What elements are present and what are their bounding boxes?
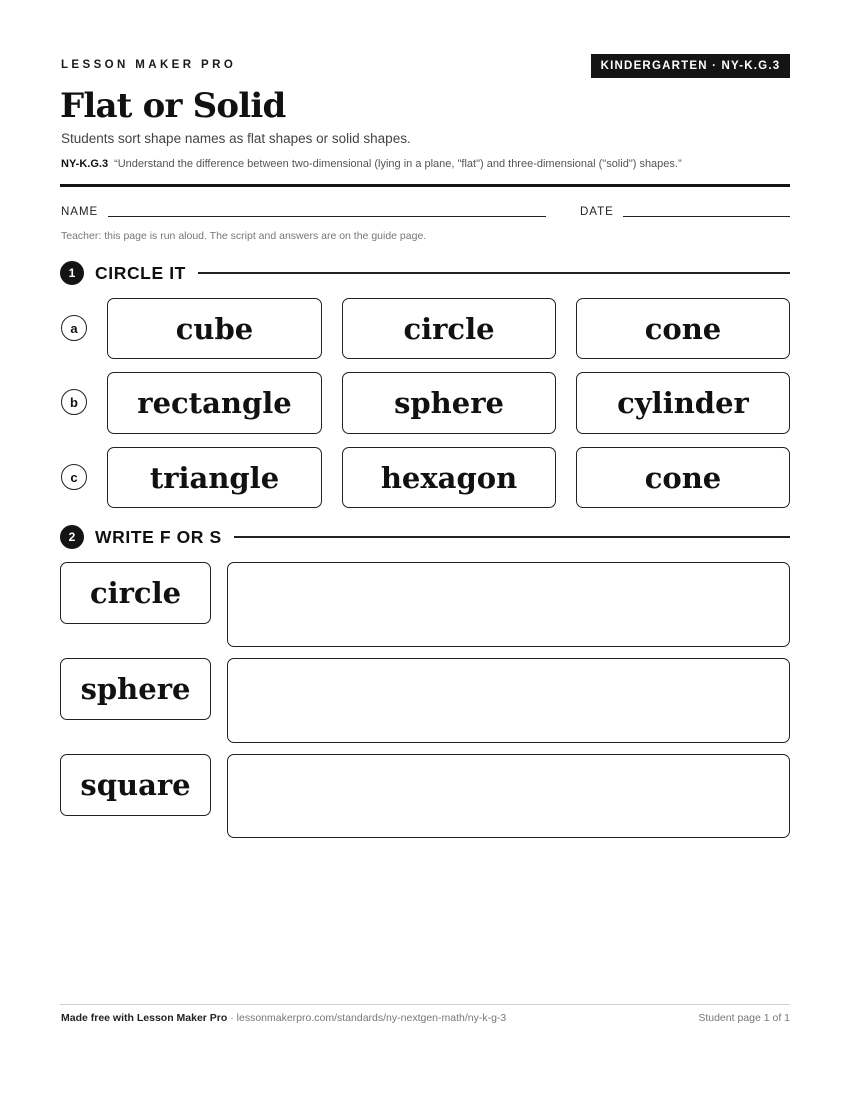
section-2-header <box>60 525 790 549</box>
word-card-c-3[interactable]: cone <box>576 447 790 508</box>
grade-standard-badge: KINDERGARTEN · NY-K.G.3 <box>591 54 790 78</box>
word-card-b-1[interactable]: rectangle <box>107 372 322 434</box>
write-item-word-1: circle <box>60 562 211 624</box>
footer-divider <box>60 1004 790 1005</box>
name-label: NAME <box>61 206 99 218</box>
row-c-letter: c <box>61 464 87 490</box>
footer-made-with: Made free with Lesson Maker Pro <box>61 1012 228 1024</box>
standard-text: “Understand the difference between two-dimensional (lying in a plane, "flat") and three-dimensional ("solid") shapes.” <box>114 158 682 170</box>
answer-box-1[interactable] <box>227 562 790 647</box>
teacher-note: Teacher: this page is run aloud. The script and answers are on the guide page. <box>61 230 427 242</box>
date-field[interactable] <box>623 216 790 217</box>
section-1-header <box>60 261 790 285</box>
section-1-title: CIRCLE IT <box>95 262 186 283</box>
row-a-letter: a <box>61 315 87 341</box>
page-title: Flat or Solid <box>60 86 286 126</box>
footer-credit <box>61 1012 506 1024</box>
standard-code: NY-K.G.3 <box>61 158 109 170</box>
write-item-word-2: sphere <box>60 658 211 720</box>
brand-name: LESSON MAKER PRO <box>61 59 237 71</box>
word-card-b-2[interactable]: sphere <box>342 372 556 434</box>
word-card-c-1[interactable]: triangle <box>107 447 322 508</box>
word-card-a-3[interactable]: cone <box>576 298 790 359</box>
word-card-a-2[interactable]: circle <box>342 298 556 359</box>
name-field[interactable] <box>108 216 546 217</box>
standard-statement <box>61 158 682 170</box>
row-b-letter: b <box>61 389 87 415</box>
footer-page-number: Student page 1 of 1 <box>698 1012 790 1024</box>
footer-url[interactable]: · lessonmakerpro.com/standards/ny-nextgen-math/ny-k-g-3 <box>230 1012 507 1024</box>
date-label: DATE <box>580 206 614 218</box>
write-item-word-3: square <box>60 754 211 816</box>
section-2-rule <box>234 536 790 538</box>
answer-box-3[interactable] <box>227 754 790 838</box>
word-card-a-1[interactable]: cube <box>107 298 322 359</box>
section-2-number: 2 <box>60 525 84 549</box>
word-card-c-2[interactable]: hexagon <box>342 447 556 508</box>
page-subtitle: Students sort shape names as flat shapes or solid shapes. <box>61 131 411 146</box>
section-1-rule <box>198 272 790 274</box>
header-divider <box>60 184 790 187</box>
section-1-number: 1 <box>60 261 84 285</box>
word-card-b-3[interactable]: cylinder <box>576 372 790 434</box>
answer-box-2[interactable] <box>227 658 790 743</box>
section-2-title: WRITE F OR S <box>95 526 222 547</box>
